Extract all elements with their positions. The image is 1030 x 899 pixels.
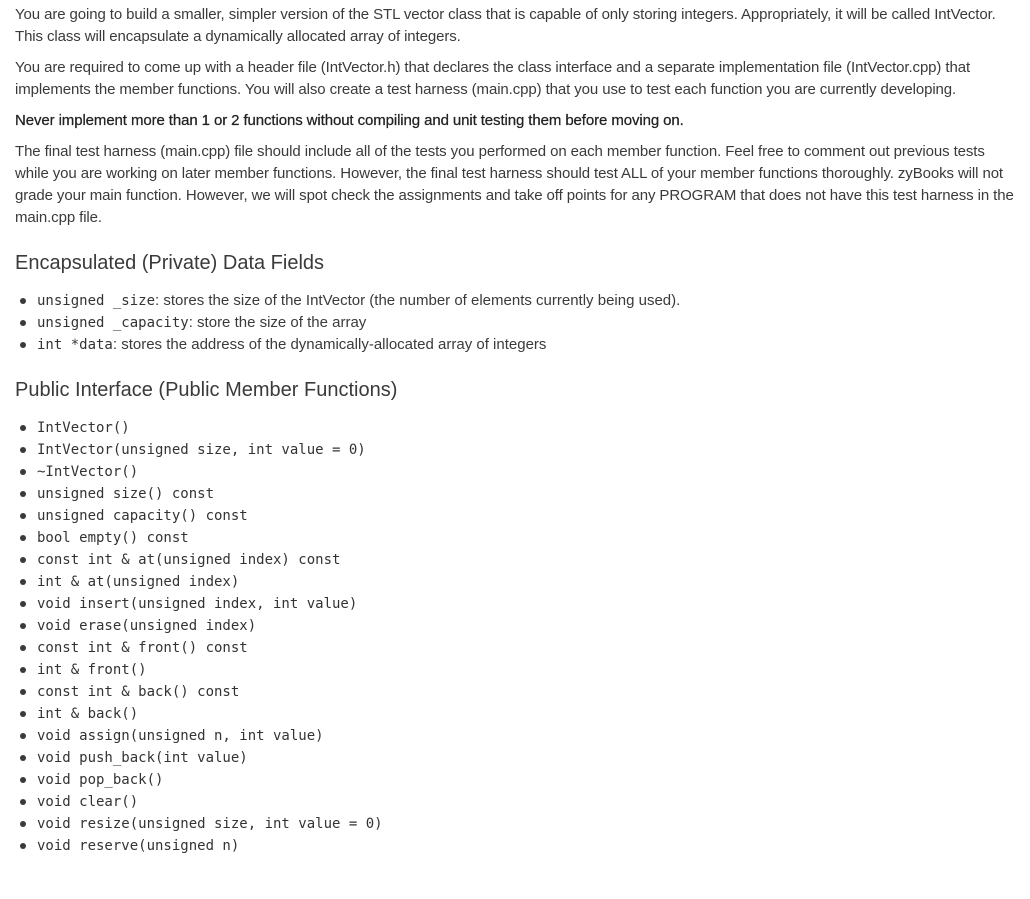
function-signature: void insert(unsigned index, int value) (37, 596, 358, 612)
list-item (37, 290, 1015, 312)
bullet-icon (20, 645, 26, 651)
test-harness-paragraph: The final test harness (main.cpp) file should include all of the tests you performed on each member function. Feel free to comment out previous tests while you are working on later member functions. However, the final test harness should test ALL of your member functions thoroughly. zyBooks will not grade your main function. However, we will spot check the assignments and take off points for any PROGRAM that does not have this test harness in the main.cpp file. (15, 143, 1014, 226)
list-item (37, 312, 1015, 334)
bullet-icon (20, 469, 26, 475)
function-signature: bool empty() const (37, 530, 189, 546)
function-signature: int & back() (37, 706, 139, 722)
bullet-icon (20, 777, 26, 783)
list-item (37, 725, 1015, 747)
list-item (37, 593, 1015, 615)
bullet-icon (20, 623, 26, 629)
field-description: : store the size of the array (188, 314, 367, 331)
bullet-icon (20, 711, 26, 717)
list-item (37, 681, 1015, 703)
function-signature: void erase(unsigned index) (37, 618, 257, 634)
field-code: unsigned _size (37, 293, 156, 309)
function-signature: IntVector(unsigned size, int value = 0) (37, 442, 366, 458)
list-item (37, 747, 1015, 769)
list-item (37, 483, 1015, 505)
bullet-icon (20, 557, 26, 563)
list-item (37, 527, 1015, 549)
list-item (37, 637, 1015, 659)
functions-list (15, 417, 1015, 857)
bullet-icon (20, 491, 26, 497)
function-signature: void assign(unsigned n, int value) (37, 728, 324, 744)
bullet-icon (20, 425, 26, 431)
function-signature: int & front() (37, 662, 147, 678)
bullet-icon (20, 843, 26, 849)
function-signature: IntVector() (37, 420, 130, 436)
testing-warning: Never implement more than 1 or 2 functions without compiling and unit testing them before moving on. (15, 112, 684, 129)
list-item (37, 461, 1015, 483)
list-item (37, 659, 1015, 681)
list-item (37, 703, 1015, 725)
intro-paragraph-1: You are going to build a smaller, simpler version of the STL vector class that is capable of only storing integers. Appropriately, it will be called IntVector. This class will encapsulate a dynamically allocated array of integers. (15, 6, 996, 45)
bullet-icon (20, 447, 26, 453)
function-signature: void reserve(unsigned n) (37, 838, 240, 854)
bullet-icon (20, 799, 26, 805)
function-signature: const int & back() const (37, 684, 240, 700)
list-item (37, 615, 1015, 637)
fields-list (15, 290, 1015, 356)
function-signature: int & at(unsigned index) (37, 574, 240, 590)
bullet-icon (20, 513, 26, 519)
bullet-icon (20, 579, 26, 585)
bullet-icon (20, 342, 26, 348)
bullet-icon (20, 320, 26, 326)
function-signature: const int & front() const (37, 640, 248, 656)
list-item (37, 769, 1015, 791)
list-item (37, 791, 1015, 813)
function-signature: void pop_back() (37, 772, 164, 788)
field-description: : stores the size of the IntVector (the number of elements currently being used). (155, 292, 681, 309)
list-item (37, 835, 1015, 857)
bullet-icon (20, 821, 26, 827)
function-signature: unsigned capacity() const (37, 508, 248, 524)
list-item (37, 549, 1015, 571)
field-code: int *data (37, 337, 113, 353)
list-item (37, 417, 1015, 439)
bullet-icon (20, 755, 26, 761)
function-signature: const int & at(unsigned index) const (37, 552, 341, 568)
list-item (37, 813, 1015, 835)
function-signature: void clear() (37, 794, 139, 810)
bullet-icon (20, 667, 26, 673)
list-item (37, 505, 1015, 527)
bullet-icon (20, 689, 26, 695)
list-item (37, 571, 1015, 593)
list-item (37, 439, 1015, 461)
function-signature: void push_back(int value) (37, 750, 248, 766)
bullet-icon (20, 535, 26, 541)
function-signature: void resize(unsigned size, int value = 0) (37, 816, 383, 832)
fields-heading: Encapsulated (Private) Data Fields (15, 252, 325, 274)
field-code: unsigned _capacity (37, 315, 189, 331)
intro-paragraph-2: You are required to come up with a header file (IntVector.h) that declares the class interface and a separate implementation file (IntVector.cpp) that implements the member functions. You will also create a test harness (main.cpp) that you use to test each function you are currently developing. (15, 59, 971, 98)
interface-heading: Public Interface (Public Member Functions) (15, 379, 398, 401)
function-signature: ~IntVector() (37, 464, 139, 480)
bullet-icon (20, 733, 26, 739)
field-description: : stores the address of the dynamically-allocated array of integers (112, 336, 547, 353)
function-signature: unsigned size() const (37, 486, 215, 502)
bullet-icon (20, 601, 26, 607)
bullet-icon (20, 298, 26, 304)
assignment-document (15, 4, 1015, 857)
list-item (37, 334, 1015, 356)
